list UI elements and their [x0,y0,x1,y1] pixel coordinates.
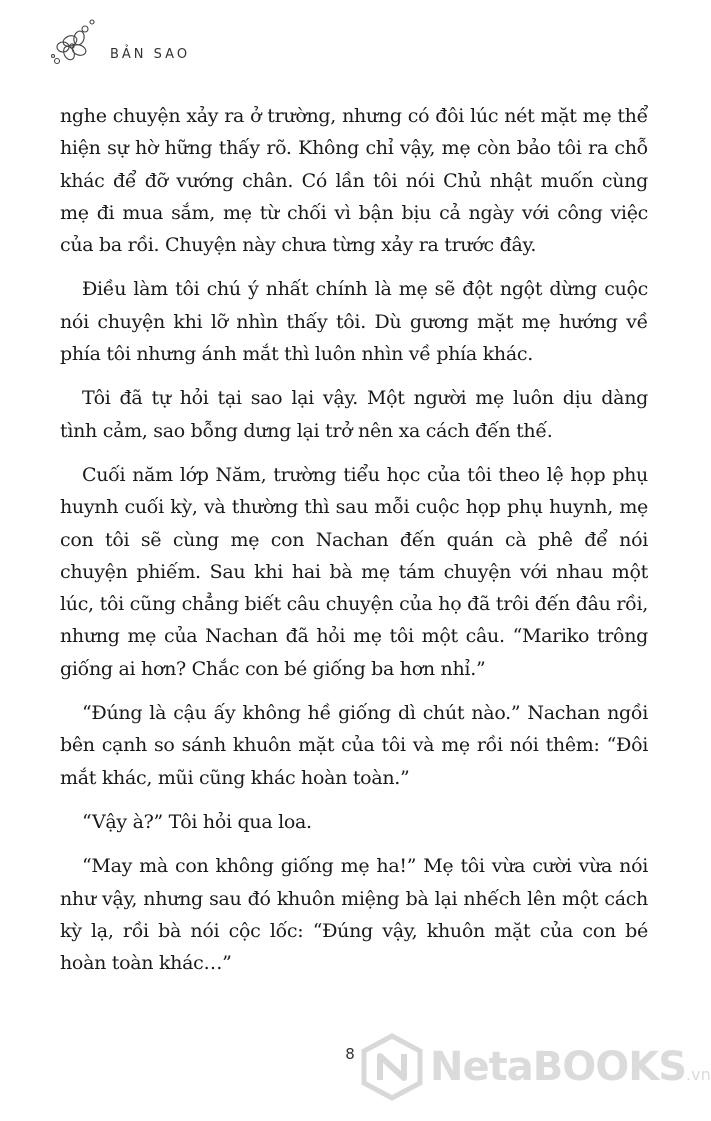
watermark-text [430,1044,711,1090]
flower-icon [48,14,118,84]
page-header [48,14,348,84]
watermark [360,1030,711,1110]
paragraph: “May mà con không giống mẹ ha!” Mẹ tôi vừa cười vừa nói như vậy, nhưng sau đó khuôn miệng bà lại nhếch lên một cách kỳ lạ, rồi bà nói cộc lốc: “Đúng vậy, khuôn mặt của con bé hoàn toàn khác…” [60,855,648,975]
paragraph: nghe chuyện xảy ra ở trường, nhưng có đôi lúc nét mặt mẹ thể hiện sự hờ hững thấy rõ. Không chỉ vậy, mẹ còn bảo tôi ra chỗ khác để đỡ vướng chân. Có lần tôi nói Chủ nhật muốn cùng mẹ đi mua sắm, mẹ từ chối vì bận bịu cả ngày với công việc của ba rồi. Chuyện này chưa từng xảy ra trước đây. [60,105,648,257]
paragraph: “Đúng là cậu ấy không hề giống dì chút nào.” Nachan ngồi bên cạnh so sánh khuôn mặt của tôi và mẹ rồi nói thêm: “Đôi mắt khác, mũi cũng khác hoàn toàn.” [60,702,648,789]
paragraph: Tôi đã tự hỏi tại sao lại vậy. Một người mẹ luôn dịu dàng tình cảm, sao bỗng dưng lại trở nên xa cách đến thế. [60,387,648,442]
page-number: 8 [345,1045,355,1063]
paragraph: Điều làm tôi chú ý nhất chính là mẹ sẽ đột ngột dừng cuộc nói chuyện khi lỡ nhìn thấy tôi. Dù gương mặt mẹ hướng về phía tôi nhưng ánh mắt thì luôn nhìn về phía khác. [60,278,648,366]
paragraph: Cuối năm lớp Năm, trường tiểu học của tôi theo lệ họp phụ huynh cuối kỳ, và thường thì sau mỗi cuộc họp phụ huynh, mẹ con tôi sẽ cùng mẹ con Nachan đến quán cà phê để nói chuyện phiếm. Sau khi hai bà mẹ tám chuyện với nhau một lúc, tôi cũng chẳng biết câu chuyện của họ đã trôi đến đâu rồi, nhưng mẹ của Nachan đã hỏi mẹ tôi một câu. “Mariko trông giống ai hơn? Chắc con bé giống ba hơn nhỉ.” [60,463,648,680]
running-header-title: BẢN SAO [110,47,191,62]
body-text [60,100,648,991]
watermark-brand: NetaBOOKS [430,1044,687,1090]
paragraph: “Vậy à?” Tôi hỏi qua loa. [82,810,312,833]
netabooks-logo-icon [360,1034,424,1100]
watermark-domain: .vn [686,1065,711,1084]
